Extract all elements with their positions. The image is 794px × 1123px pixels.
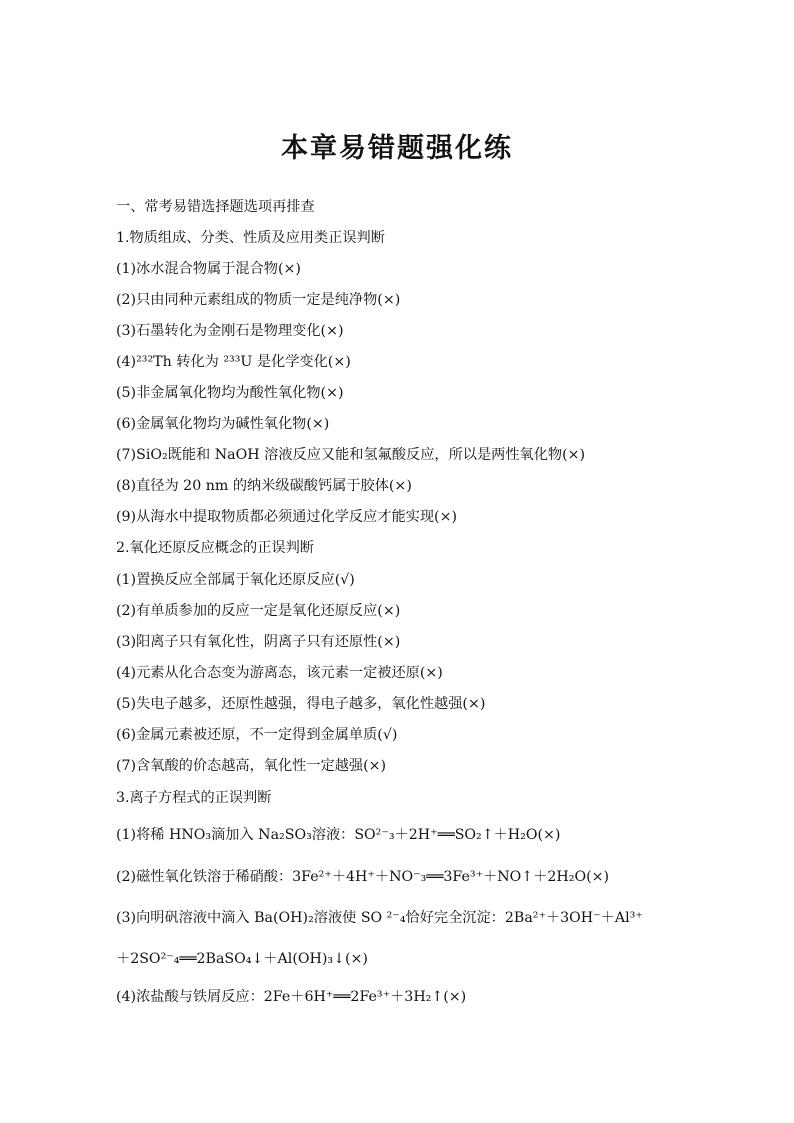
- question-item: (1)将稀 HNO₃滴加入 Na₂SO₃溶液：SO²⁻₃＋2H⁺══SO₂↑＋H₂O(×): [116, 827, 561, 843]
- question-item: (2)有单质参加的反应一定是氧化还原反应(×): [116, 603, 401, 619]
- question-item: (8)直径为 20 nm 的纳米级碳酸钙属于胶体(×): [116, 478, 412, 494]
- question-item: (3)向明矾溶液中滴入 Ba(OH)₂溶液使 SO ²⁻₄恰好完全沉淀：2Ba²⁺＋3OH⁻＋Al³⁺: [116, 910, 643, 926]
- question-item: (2)只由同种元素组成的物质一定是纯净物(×): [116, 292, 401, 308]
- subsection-heading: 3.离子方程式的正误判断: [116, 790, 272, 806]
- subsection-heading: 2.氧化还原反应概念的正误判断: [116, 540, 314, 556]
- question-item-continuation: ＋2SO²⁻₄══2BaSO₄↓＋Al(OH)₃↓(×): [116, 951, 368, 967]
- question-item: (4)浓盐酸与铁屑反应：2Fe＋6H⁺══2Fe³⁺＋3H₂↑(×): [116, 989, 467, 1005]
- question-item: (5)非金属氧化物均为酸性氧化物(×): [116, 385, 344, 401]
- question-item: (3)石墨转化为金刚石是物理变化(×): [116, 323, 344, 339]
- question-item: (7)SiO₂既能和 NaOH 溶液反应又能和氢氟酸反应，所以是两性氧化物(×): [116, 447, 586, 463]
- question-item: (4)元素从化合态变为游离态，该元素一定被还原(×): [116, 665, 443, 681]
- question-item: (5)失电子越多，还原性越强，得电子越多，氧化性越强(×): [116, 696, 486, 712]
- subsection-heading: 1.物质组成、分类、性质及应用类正误判断: [116, 230, 385, 246]
- question-item: (6)金属氧化物均为碱性氧化物(×): [116, 416, 330, 432]
- question-item: (1)置换反应全部属于氧化还原反应(√): [116, 572, 355, 588]
- page-title: 本章易错题强化练: [281, 133, 513, 164]
- question-item: (7)含氧酸的价态越高，氧化性一定越强(×): [116, 758, 387, 774]
- question-item: (3)阳离子只有氧化性，阴离子只有还原性(×): [116, 634, 401, 650]
- question-item: (1)冰水混合物属于混合物(×): [116, 261, 301, 277]
- question-item: (9)从海水中提取物质都必须通过化学反应才能实现(×): [116, 509, 457, 525]
- question-item: (6)金属元素被还原，不一定得到金属单质(√): [116, 727, 398, 743]
- section-heading: 一、常考易错选择题选项再排查: [116, 199, 315, 215]
- question-item: (2)磁性氧化铁溶于稀硝酸：3Fe²⁺＋4H⁺＋NO⁻₃══3Fe³⁺＋NO↑＋2H₂O(×): [116, 869, 610, 885]
- question-item: (4)²³²Th 转化为 ²³³U 是化学变化(×): [116, 354, 351, 370]
